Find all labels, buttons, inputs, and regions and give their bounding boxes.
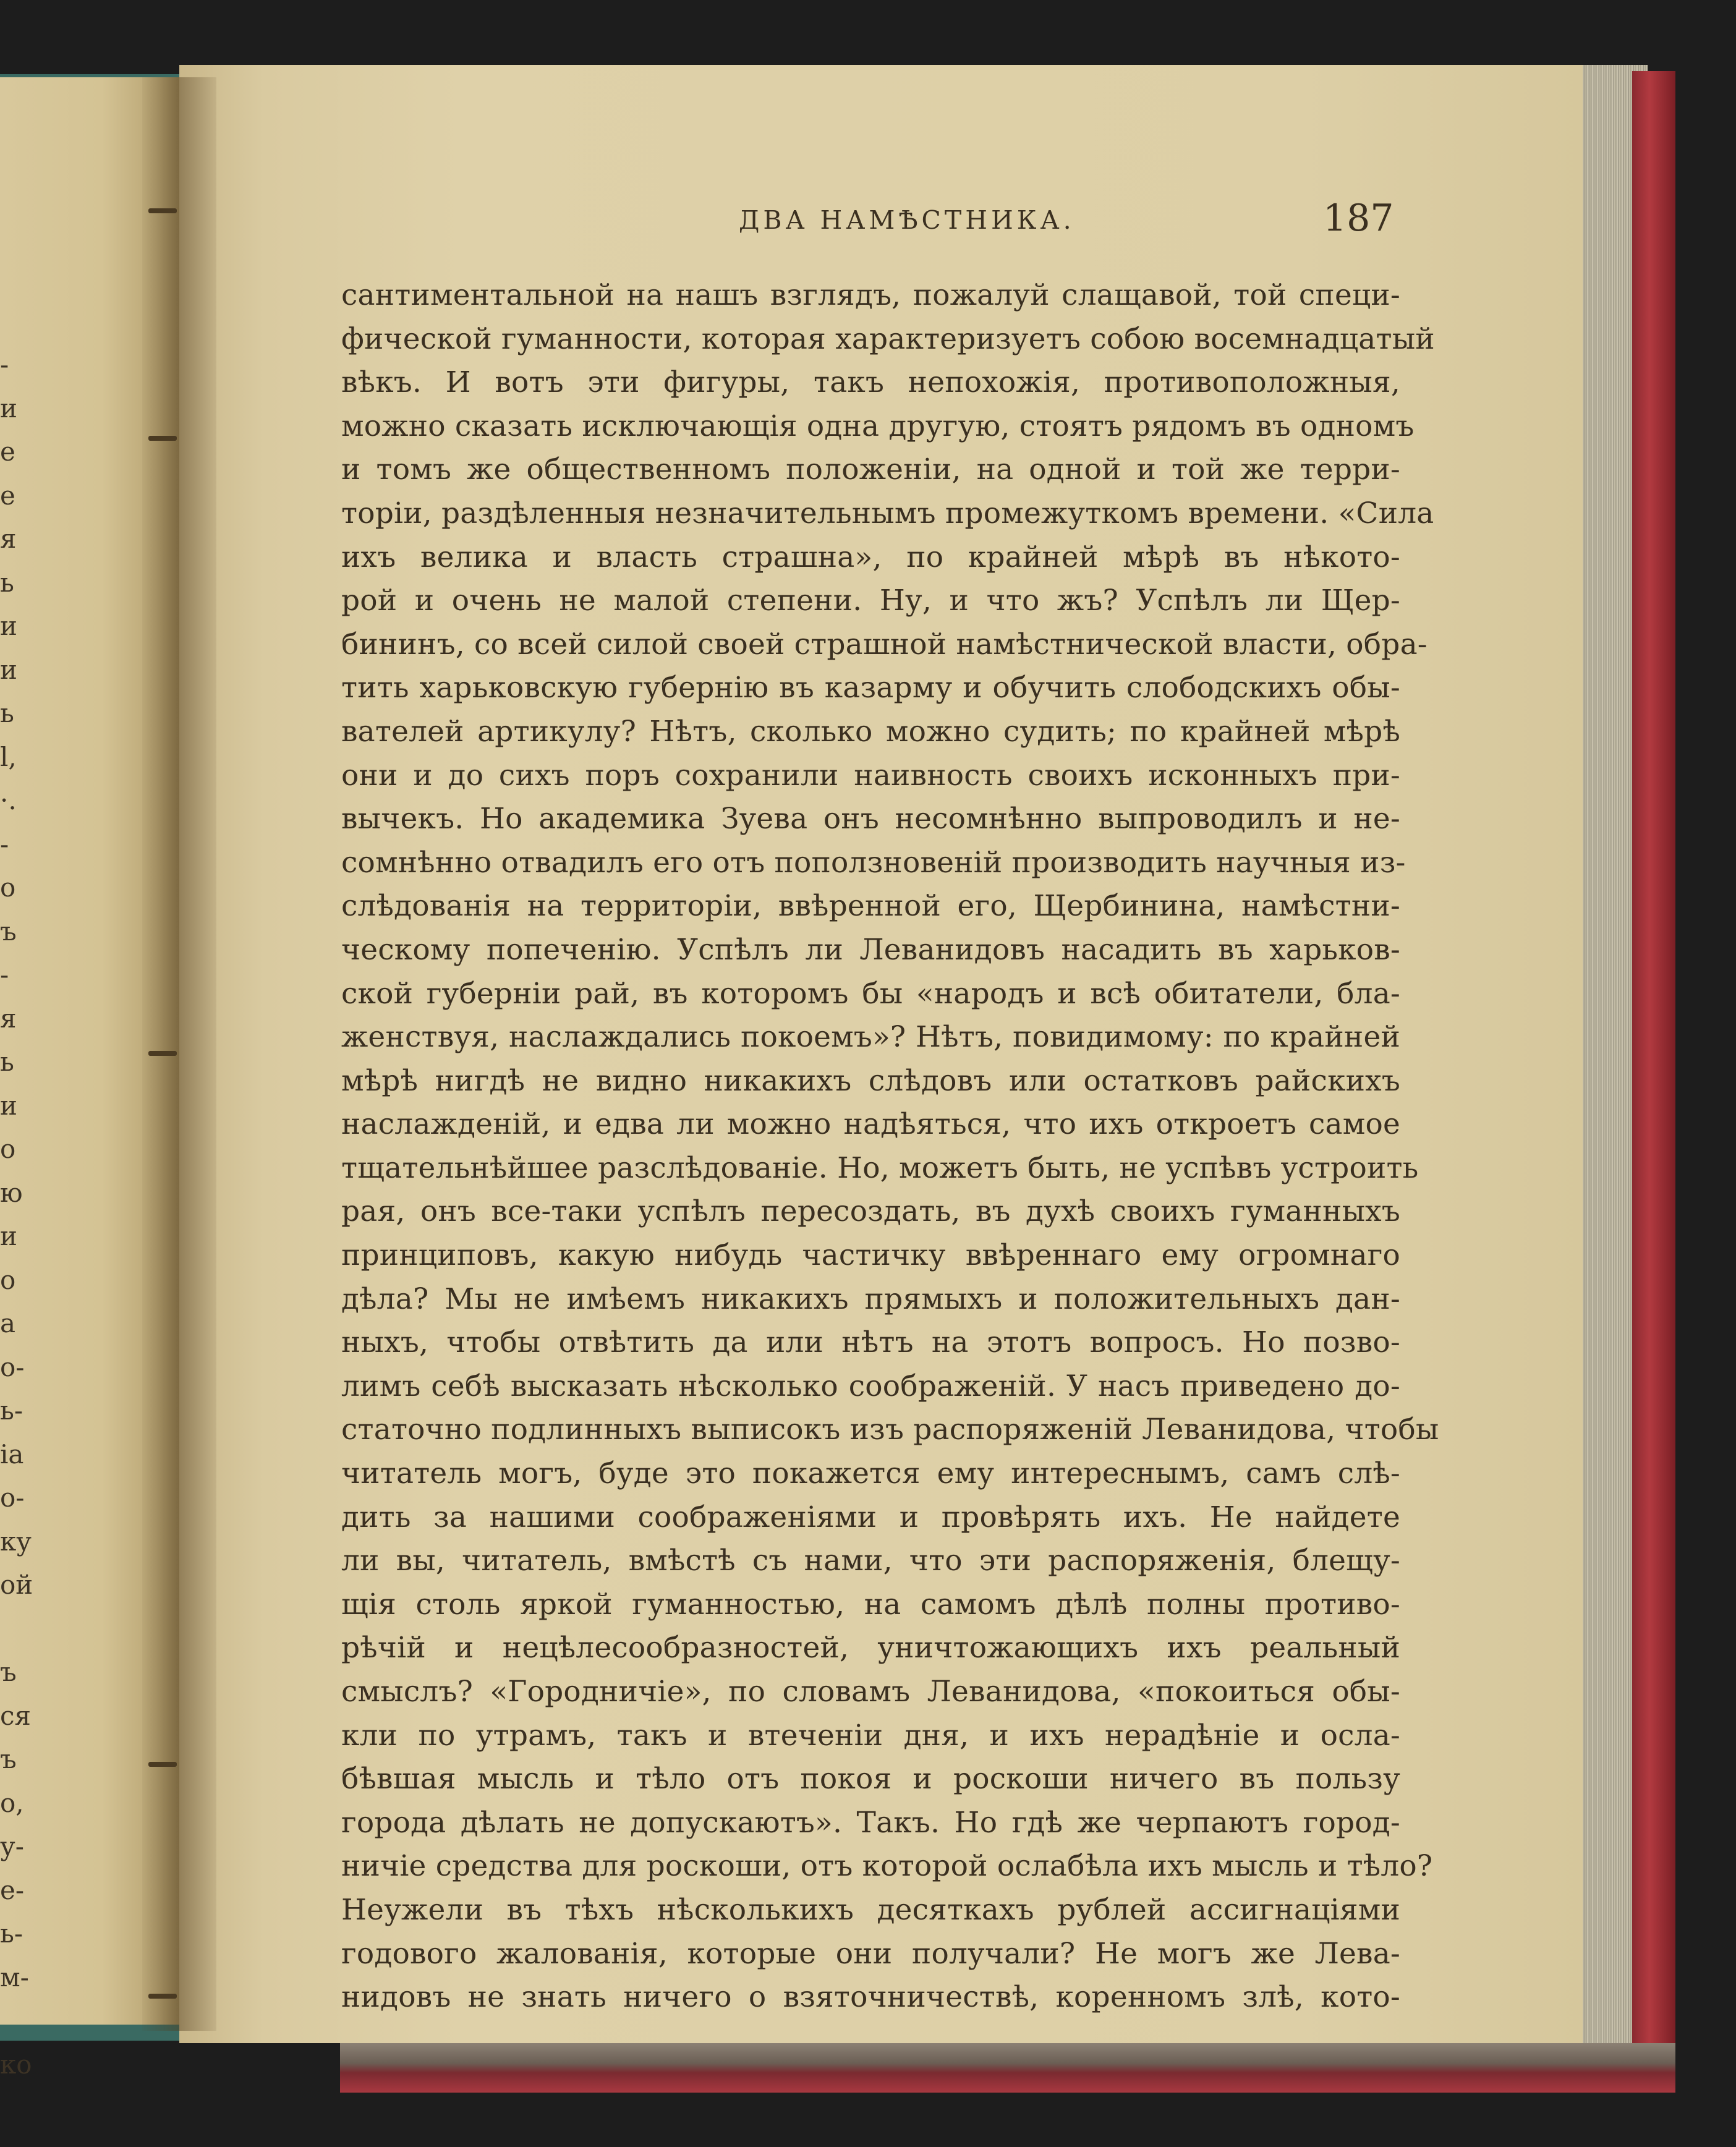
left-page-fragment: ку [0, 1526, 32, 1557]
left-page-fragment: ю [0, 1177, 23, 1208]
left-page-fragment: ся [0, 1700, 32, 1731]
left-page-fragment: ·. [0, 785, 17, 815]
text-line: щія столь яркой гуманностью, на самомъ дѣлѣ полны противо- [341, 1587, 1400, 1622]
text-line: торіи, раздѣленныя незначительнымъ промежуткомъ времени. «Сила [341, 496, 1434, 530]
text-line: ли вы, читатель, вмѣстѣ съ нами, что эти распоряженія, блещу- [341, 1544, 1400, 1578]
left-page-fragment: l, [0, 741, 17, 772]
text-line: рѣчій и нецѣлесообразностей, уничтожающихъ ихъ реальный [341, 1631, 1400, 1665]
page-number: 187 [1323, 197, 1394, 240]
text-line: бининъ, со всей силой своей страшной намѣстнической власти, обра- [341, 627, 1428, 661]
text-line: вѣкъ. И вотъ эти фигуры, такъ непохожія, противоположныя, [341, 365, 1400, 400]
left-page-fragment: о- [0, 1351, 25, 1382]
text-line: статочно подлинныхъ выписокъ изъ распоряженій Леванидова, чтобы [341, 1413, 1439, 1447]
left-page-fragment: о [0, 1134, 16, 1164]
book-cover-bottom [340, 2043, 1675, 2093]
text-line: рой и очень не малой степени. Ну, и что жъ? Успѣлъ ли Щер- [341, 584, 1400, 618]
text-line: слѣдованія на территоріи, ввѣренной его, Щербинина, намѣстни- [341, 889, 1400, 924]
left-page-fragment: о [0, 872, 16, 903]
text-line: можно сказать исключающія одна другую, стоятъ рядомъ въ одномъ [341, 409, 1415, 443]
text-line: рая, онъ все-таки успѣлъ пересоздать, въ духѣ своихъ гуманныхъ [341, 1194, 1400, 1229]
book-cover-right [1632, 71, 1675, 2093]
left-page-fragment: е [0, 436, 15, 467]
text-line: и томъ же общественномъ положеніи, на одной и той же терри- [341, 453, 1400, 487]
text-line: ихъ велика и власть страшна», по крайней мѣрѣ въ нѣкото- [341, 540, 1400, 574]
text-line: наслажденій, и едва ли можно надѣяться, что ихъ откроетъ самое [341, 1107, 1400, 1142]
left-page-fragment: ia [0, 1439, 24, 1469]
left-page-fragment: ь [0, 567, 14, 598]
left-page-fragment: о- [0, 1482, 25, 1513]
binding-stitch [148, 1051, 177, 1056]
text-line: принциповъ, какую нибудь частичку ввѣреннаго ему огромнаго [341, 1238, 1400, 1273]
text-line: ничіе средства для роскоши, отъ которой ослабѣла ихъ мысль и тѣло? [341, 1849, 1433, 1884]
binding-stitch [148, 1994, 177, 1999]
left-page-fragment: у- [0, 1831, 24, 1861]
text-line: Неужели въ тѣхъ нѣсколькихъ десяткахъ рублей ассигнаціями [341, 1892, 1400, 1927]
running-head: ДВА НАМѢСТНИКА. [739, 205, 1075, 235]
left-page-fragment: и [0, 393, 17, 423]
left-page-fragment: и [0, 654, 17, 685]
text-line: ческому попеченію. Успѣлъ ли Леванидовъ насадить въ харьков- [341, 932, 1400, 967]
text-line: кли по утрамъ, такъ и втеченіи дня, и ихъ нерадѣніе и осла- [341, 1718, 1400, 1753]
left-page-fragment: - [0, 349, 9, 380]
text-line: города дѣлать не допускаютъ». Такъ. Но гдѣ же черпаютъ город- [341, 1805, 1400, 1840]
text-line: нидовъ не знать ничего о взяточничествѣ, коренномъ злѣ, кото- [341, 1980, 1400, 2015]
text-line: ской губерніи рай, въ которомъ бы «народъ и всѣ обитатели, бла- [341, 976, 1400, 1011]
text-line: читатель могъ, буде это покажется ему интереснымъ, самъ слѣ- [341, 1456, 1400, 1491]
left-page-fragment: ъ [0, 1744, 17, 1774]
left-page-fragment: и [0, 611, 17, 641]
text-line: годового жалованія, которые они получали? Не могъ же Лева- [341, 1936, 1400, 1971]
left-page-fragment: о [0, 1264, 16, 1295]
binding-stitch [148, 436, 177, 441]
left-page-fragment: и [0, 1221, 17, 1251]
left-page-fragment: ой [0, 1570, 33, 1600]
text-line: дѣла? Мы не имѣемъ никакихъ прямыхъ и положительныхъ дан- [341, 1282, 1400, 1316]
left-page-fragment: е [0, 480, 15, 511]
binding-stitch [148, 208, 177, 213]
left-page-fragment: ь- [0, 1918, 23, 1949]
left-page-fragment: ь- [0, 1395, 23, 1426]
text-line: ныхъ, чтобы отвѣтить да или нѣтъ на этотъ вопросъ. Но позво- [341, 1325, 1400, 1360]
binding-stitch [148, 1762, 177, 1767]
text-line: тить харьковскую губернію въ казарму и обучить слободскихъ обы- [341, 671, 1400, 705]
text-line: вычекъ. Но академика Зуева онъ несомнѣнно выпроводилъ и не- [341, 802, 1400, 836]
left-page-fragment: ь [0, 698, 14, 728]
left-page-fragment: ъ [0, 1657, 17, 1687]
text-line: дить за нашими соображеніями и провѣрять ихъ. Не найдете [341, 1500, 1400, 1534]
left-page-fragment: я [0, 524, 17, 554]
left-page-fragment: - [0, 959, 9, 990]
left-page-fragment: ко [0, 2049, 32, 2080]
left-page-text-fragments [0, 343, 33, 2086]
left-page-fragment [0, 1607, 25, 1651]
text-line: смыслъ? «Городничіе», по словамъ Леванидова, «покоиться обы- [341, 1675, 1400, 1709]
left-page-fragment: м- [0, 1962, 29, 1992]
left-page-fragment: и [0, 1090, 17, 1121]
text-line: вателей артикулу? Нѣтъ, сколько можно судить; по крайней мѣрѣ [341, 714, 1400, 749]
left-page-fragment: а [0, 1308, 16, 1338]
body-text [341, 274, 1439, 2020]
left-page-fragment: - [0, 828, 9, 859]
text-line: лимъ себѣ высказать нѣсколько соображеній. У насъ приведено до- [341, 1369, 1400, 1403]
left-page-fragment: е- [0, 1874, 25, 1905]
text-line: мѣрѣ нигдѣ не видно никакихъ слѣдовъ или остатковъ райскихъ [341, 1063, 1400, 1098]
left-page-fragment: о, [0, 1787, 24, 1818]
text-line: сомнѣнно отвадилъ его отъ поползновеній производить научныя из- [341, 845, 1406, 880]
text-line: тщательнѣйшее разслѣдованіе. Но, можетъ быть, не успѣвъ устроить [341, 1150, 1419, 1185]
left-page-fragment: ь [0, 1047, 14, 1077]
text-line: они и до сихъ поръ сохранили наивность своихъ исконныхъ при- [341, 758, 1400, 793]
text-line: сантиментальной на нашъ взглядъ, пожалуй слащавой, той специ- [341, 278, 1400, 312]
left-page-fragment: ъ [0, 916, 17, 946]
text-line: женствуя, наслаждались покоемъ»? Нѣтъ, повидимому: по крайней [341, 1020, 1400, 1055]
text-line: бѣвшая мысль и тѣло отъ покоя и роскоши ничего въ пользу [341, 1762, 1400, 1796]
text-line: фической гуманности, которая характеризуетъ собою восемнадцатый [341, 321, 1435, 356]
left-page-fragment: я [0, 1003, 17, 1034]
